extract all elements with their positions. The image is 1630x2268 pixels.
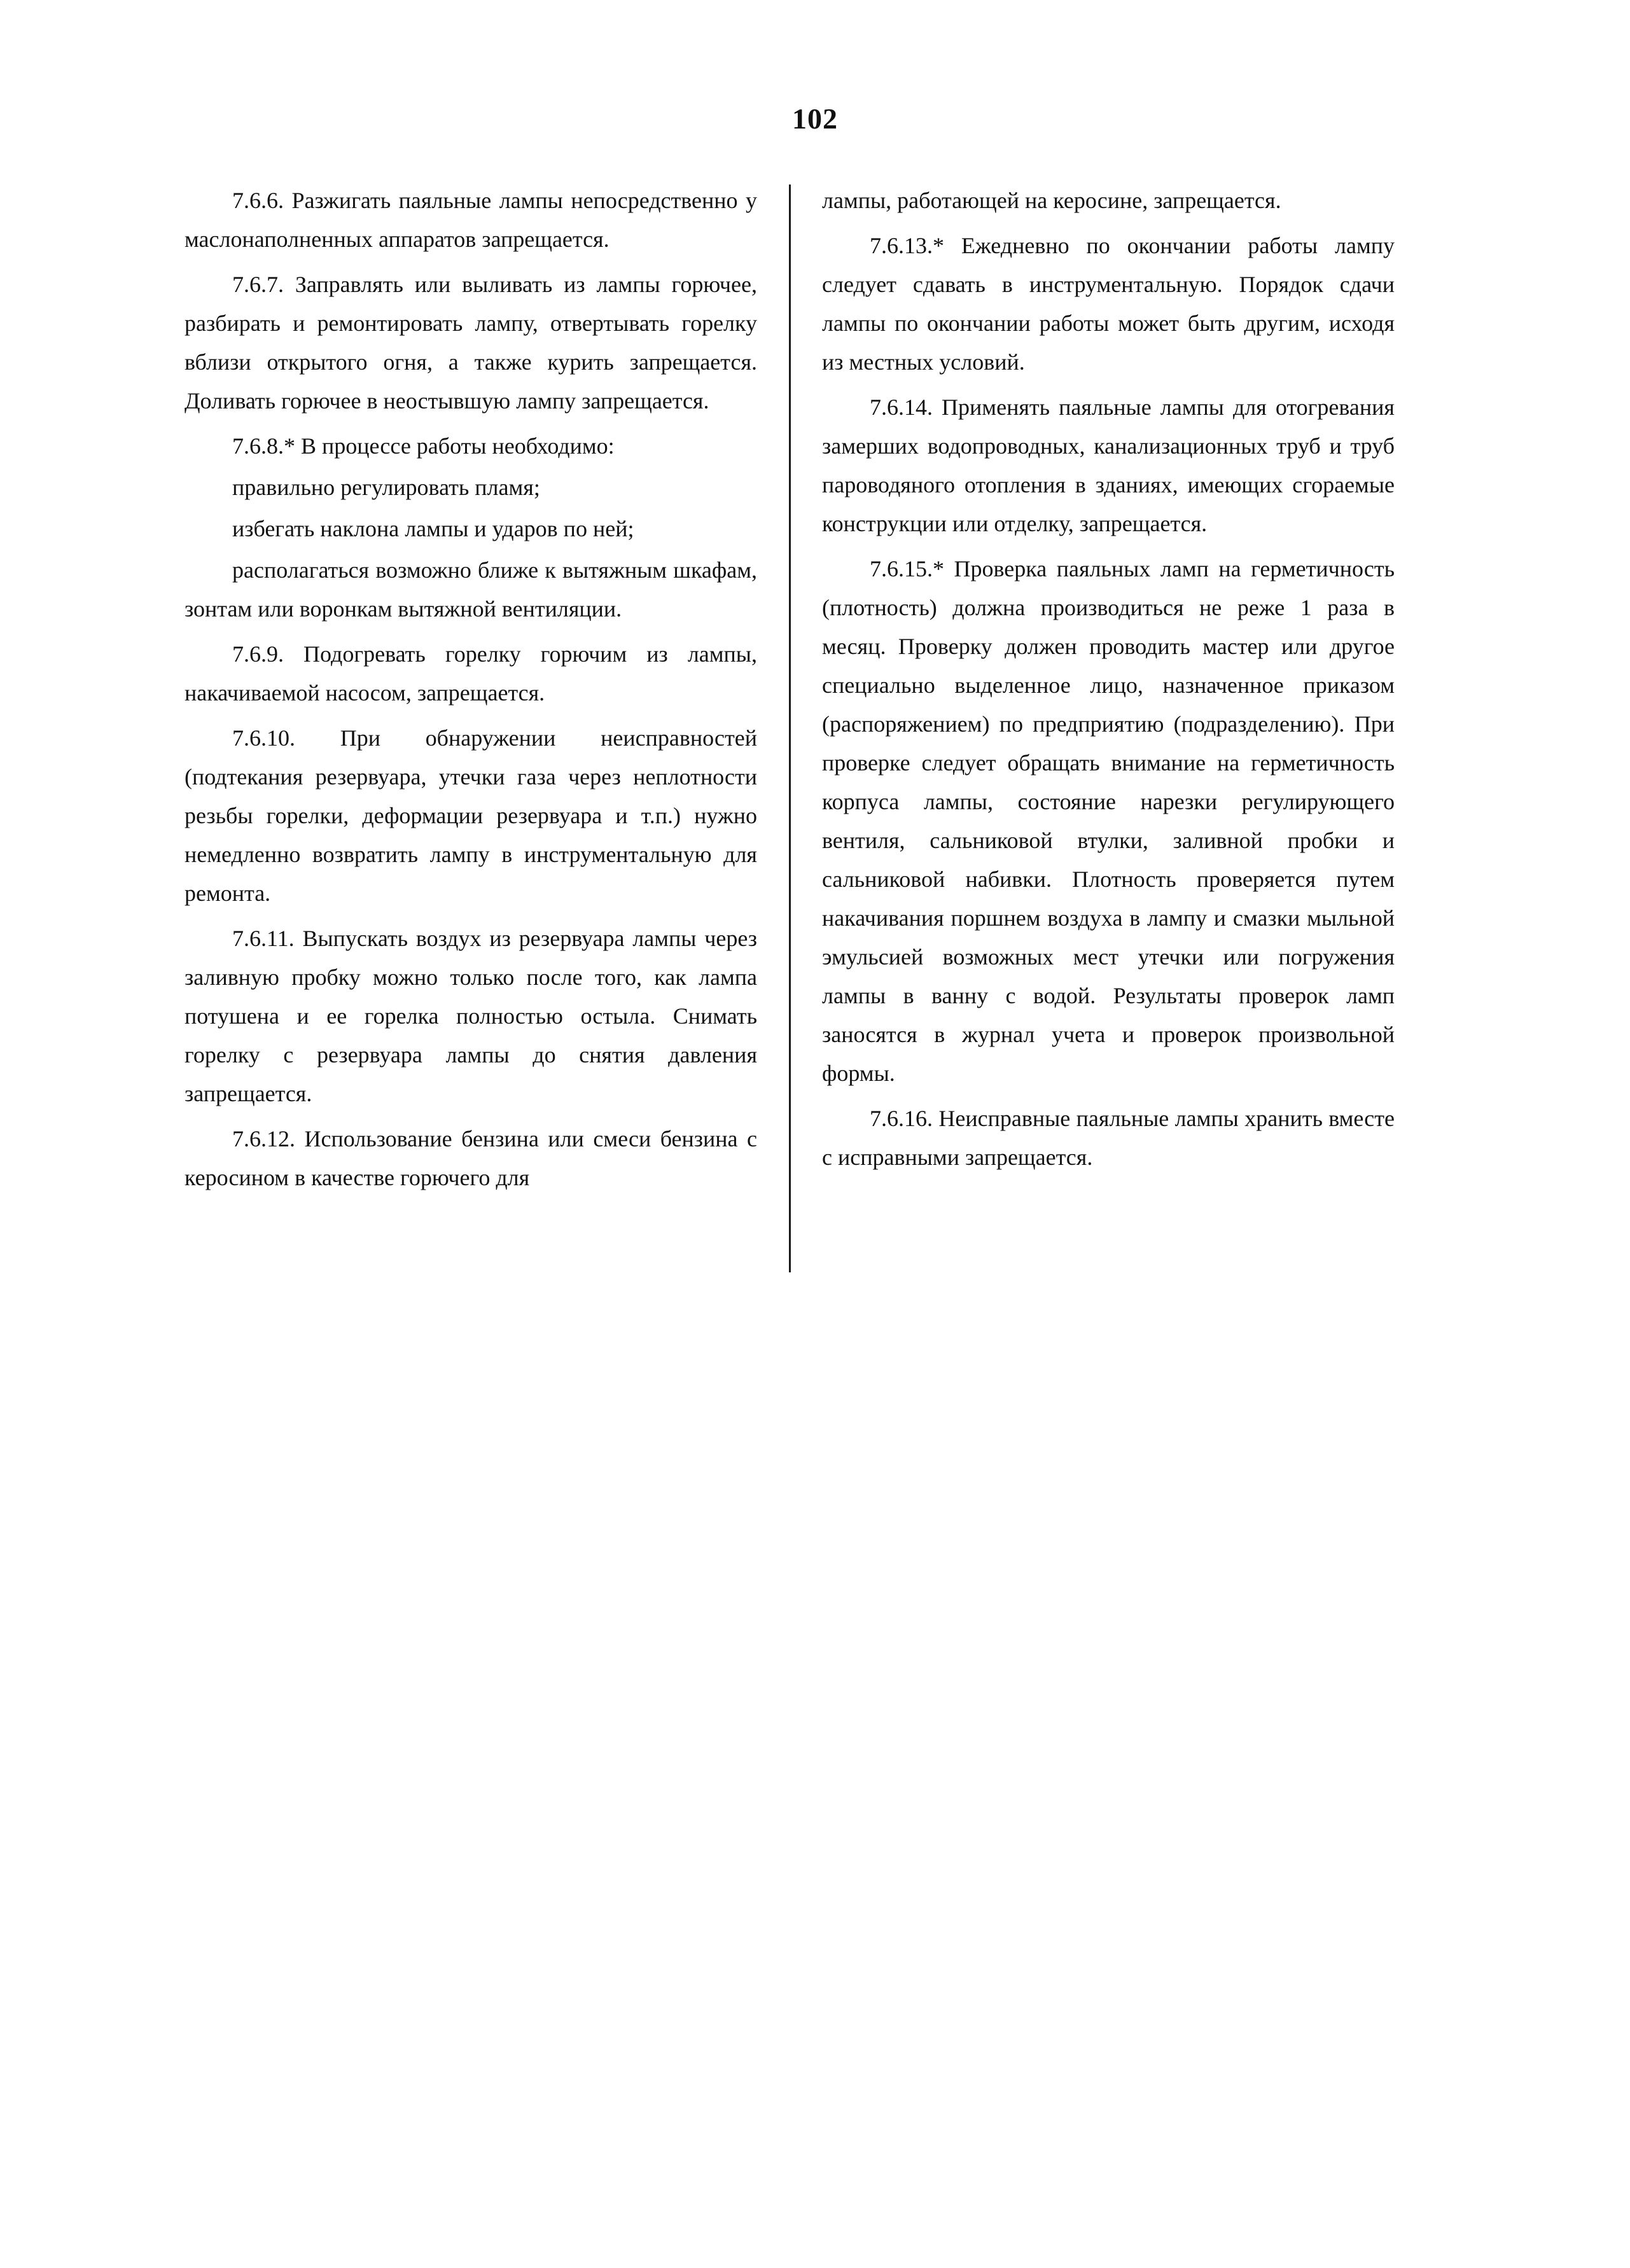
page-number: 102 xyxy=(792,102,838,135)
list-item-position-near-hoods: располагаться возможно ближе к вытяжным шкафам, зонтам или воронкам вытяжной вентиляции. xyxy=(185,557,757,622)
paragraph-7-6-14: 7.6.14. Применять паяльные лампы для отогревания замерших водопроводных, канализационных труб и труб пароводяного отопления в зданиях, имеющих сгораемые конструкции или отделку, запрещается. xyxy=(822,394,1395,536)
paragraph-7-6-8: 7.6.8.* В процессе работы необходимо: xyxy=(232,433,615,459)
left-column xyxy=(185,181,757,1204)
list-item-avoid-tilting: избегать наклона лампы и ударов по ней; xyxy=(232,516,634,541)
paragraph-7-6-12-continued: лампы, работающей на керосине, запрещается. xyxy=(822,188,1281,213)
paragraph-7-6-7: 7.6.7. Заправлять или выливать из лампы горючее, разбирать и ремонтировать лампу, отвертывать горелку вблизи открытого огня, а также курить запрещается. Доливать горючее в неостывшую лампу запрещается. xyxy=(185,272,757,414)
paragraph-7-6-6: 7.6.6. Разжигать паяльные лампы непосредственно у маслонаполненных аппаратов запрещается. xyxy=(185,188,757,252)
column-divider xyxy=(789,184,791,1272)
paragraph-7-6-10: 7.6.10. При обнаружении неисправностей (подтекания резервуара, утечки газа через неплотности резьбы горелки, деформации резервуара и т.п.) нужно немедленно возвратить лампу в инструментальную для ремонта. xyxy=(185,725,757,906)
paragraph-7-6-13: 7.6.13.* Ежедневно по окончании работы лампу следует сдавать в инструментальную. Порядок сдачи лампы по окончании работы может быть другим, исходя из местных условий. xyxy=(822,233,1395,375)
paragraph-7-6-12: 7.6.12. Использование бензина или смеси бензина с керосином в качестве горючего для xyxy=(185,1126,757,1190)
paragraph-7-6-15: 7.6.15.* Проверка паяльных ламп на герметичность (плотность) должна производиться не реже 1 раза в месяц. Проверку должен проводить мастер или другое специально выделенное лицо, назначенное приказом (распоряжением) по предприятию (подразделению). При проверке следует обращать внимание на герметичность корпуса лампы, состояние нарезки регулирующего вентиля, сальниковой втулки, заливной пробки и сальниковой набивки. Плотность проверяется путем накачивания поршнем воздуха в лампу и смазки мыльной эмульсией возможных мест утечки или погружения лампы в ванну с водой. Результаты проверок ламп заносятся в журнал учета и проверок произвольной формы. xyxy=(822,556,1395,1086)
paragraph-7-6-16: 7.6.16. Неисправные паяльные лампы хранить вместе с исправными запрещается. xyxy=(822,1106,1395,1170)
paragraph-7-6-9: 7.6.9. Подогревать горелку горючим из лампы, накачиваемой насосом, запрещается. xyxy=(185,641,757,706)
paragraph-7-6-11: 7.6.11. Выпускать воздух из резервуара лампы через заливную пробку можно только после того, как лампа потушена и ее горелка полностью остыла. Снимать горелку с резервуара лампы до снятия давления запрещается. xyxy=(185,926,757,1106)
list-item-regulate-flame: правильно регулировать пламя; xyxy=(232,475,540,500)
right-column xyxy=(822,181,1395,1183)
